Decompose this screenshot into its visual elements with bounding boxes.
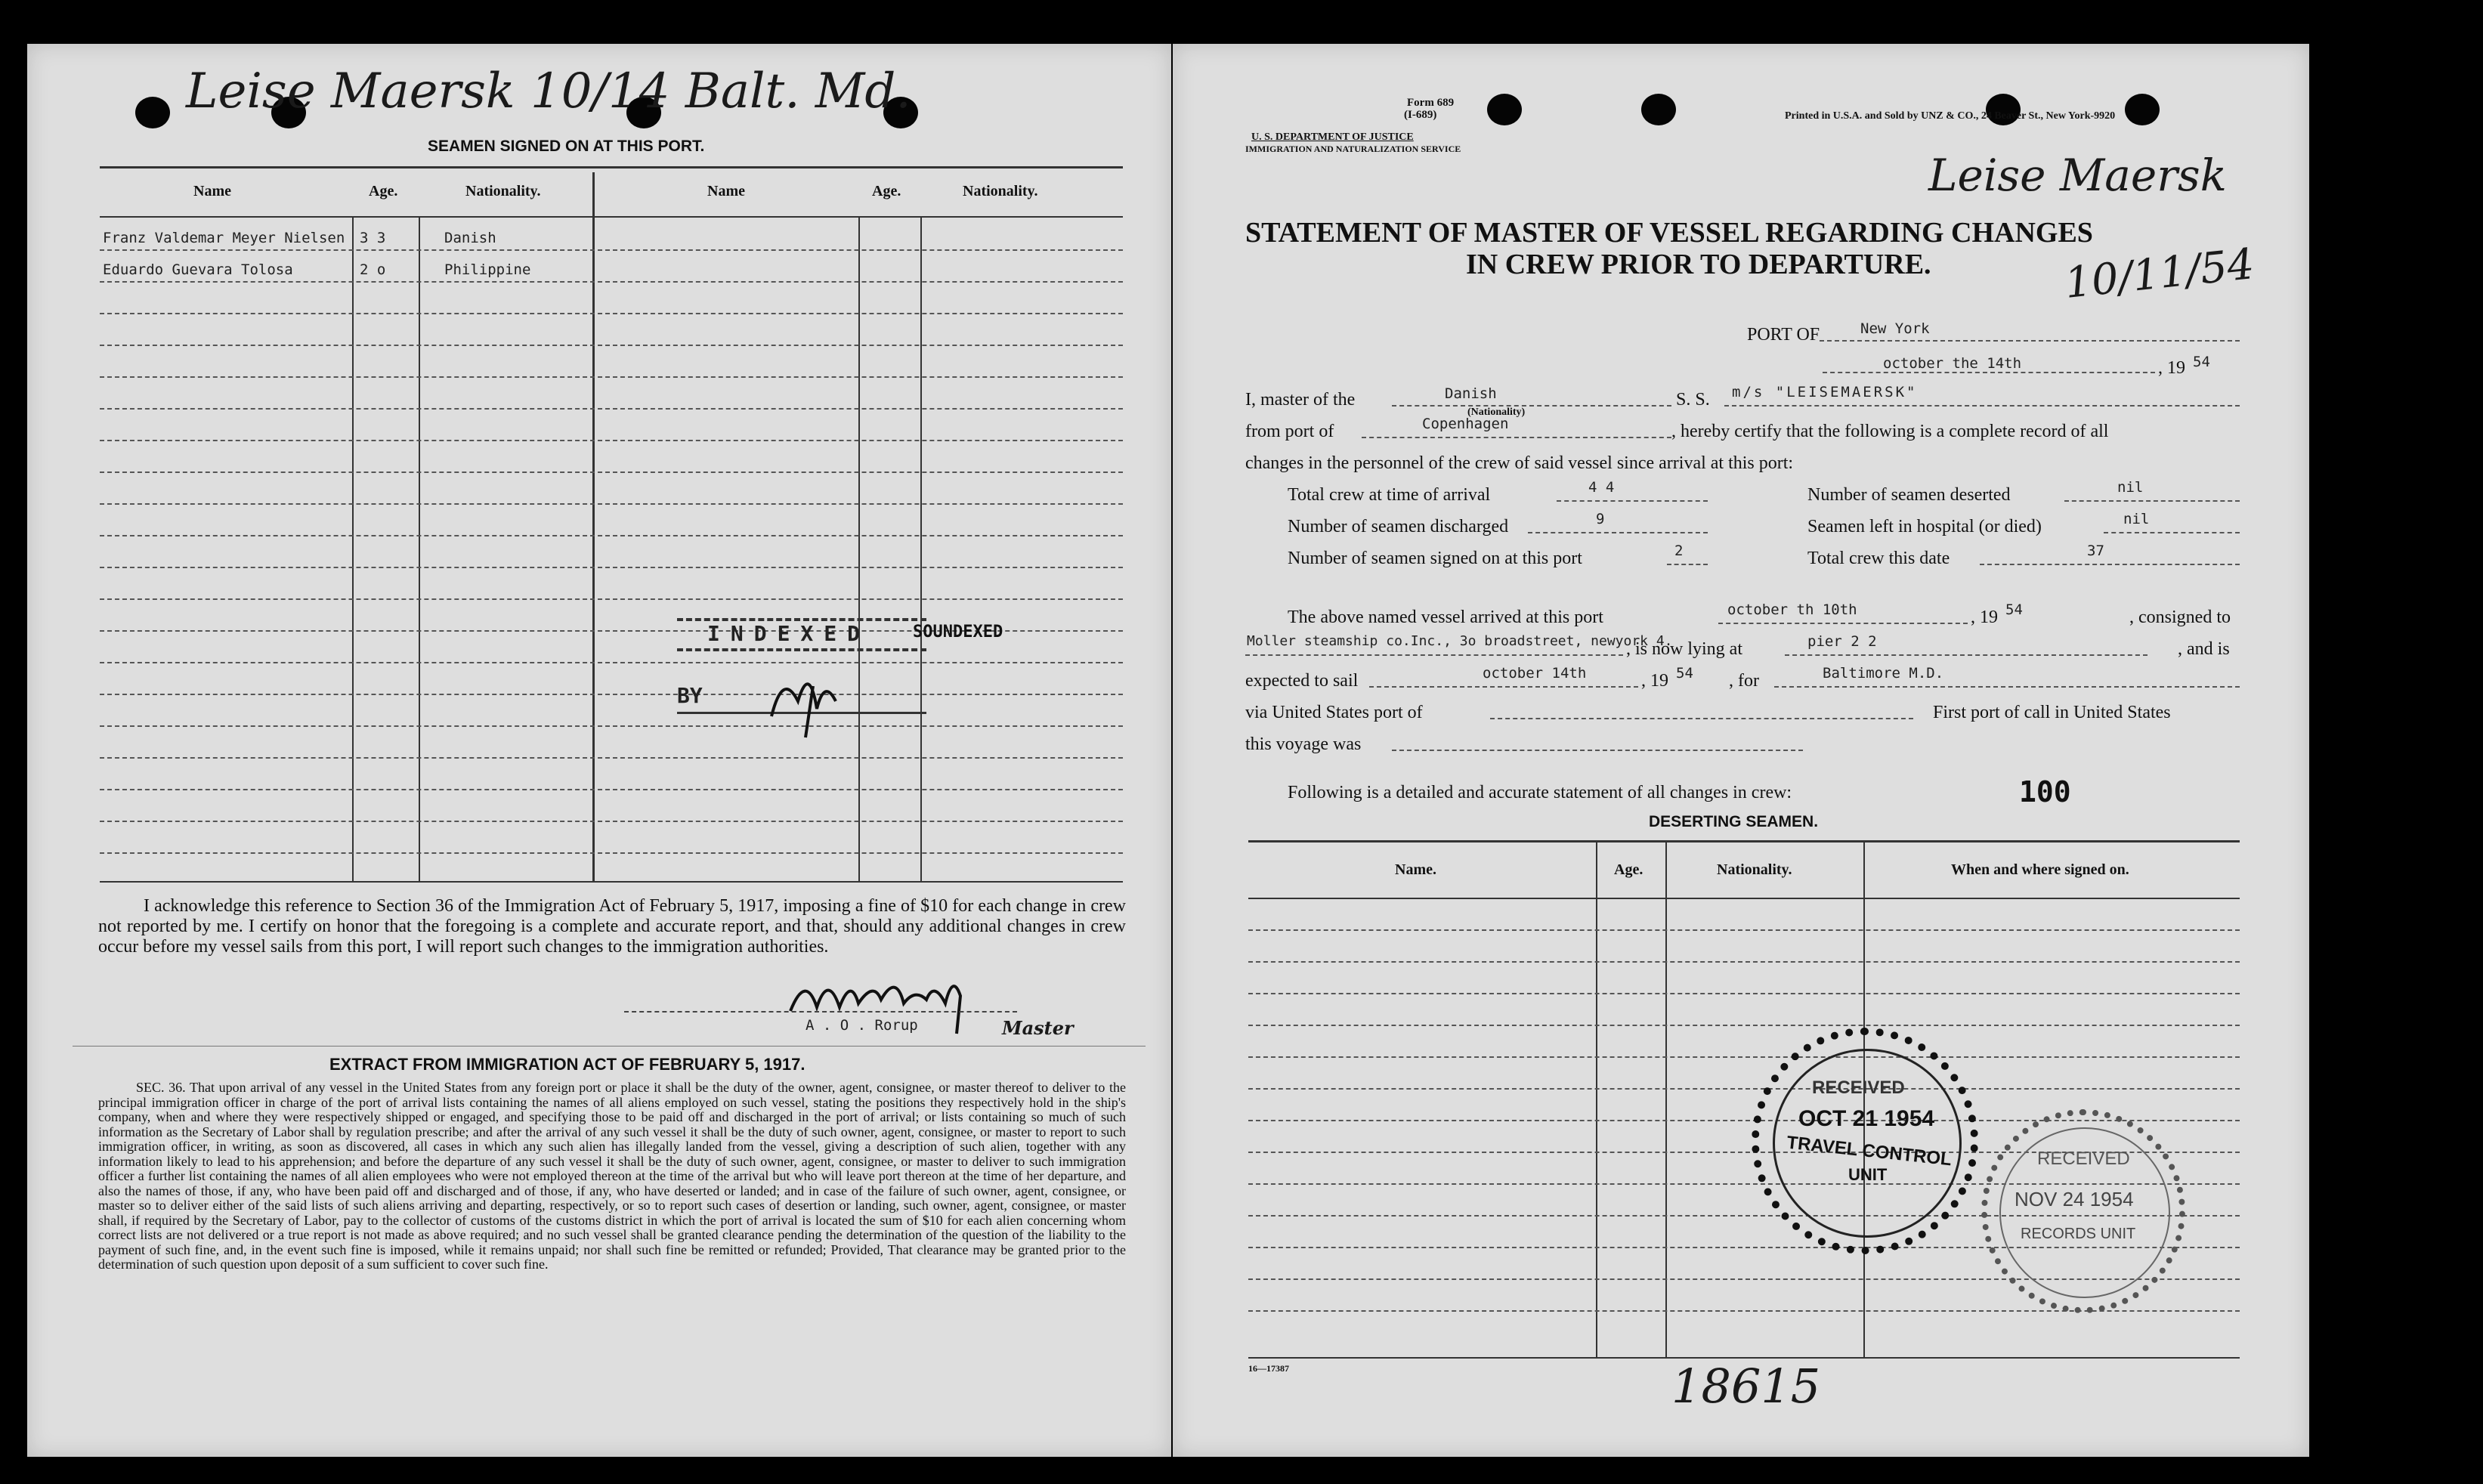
nationality-line	[1392, 405, 1671, 407]
row-rule	[100, 408, 1123, 410]
arrived-year-prefix: , 19	[1971, 608, 1998, 627]
ss-label: S. S.	[1676, 390, 1710, 410]
hospital-label: Seamen left in hospital (or died)	[1807, 517, 2042, 536]
ss-value: m/s "LEISEMAERSK"	[1732, 384, 1918, 400]
right-page	[1173, 44, 2309, 1457]
port-of-line	[1820, 340, 2240, 342]
extract-title: EXTRACT FROM IMMIGRATION ACT OF FEBRUARY 5, 1917.	[329, 1055, 806, 1074]
des-row-rule	[1248, 1025, 2240, 1026]
row-rule	[100, 757, 1123, 759]
header-name: Name	[707, 183, 745, 199]
row-rule	[100, 535, 1123, 536]
total-arrival-line	[1557, 500, 1708, 502]
deserted-label: Number of seamen deserted	[1807, 485, 2011, 505]
stamp1-date: OCT 21 1954	[1798, 1106, 1935, 1131]
arrived-line	[1718, 623, 1968, 624]
row-rule	[100, 281, 1123, 283]
seaman-nationality: Philippine	[444, 261, 531, 278]
row-rule	[100, 852, 1123, 854]
des-header-age: Age.	[1614, 861, 1643, 878]
header-age: Age.	[369, 183, 398, 199]
lying-line	[1785, 654, 2148, 656]
nationality-value: Danish	[1445, 385, 1497, 402]
des-table-top	[1248, 840, 2240, 842]
voyage-line	[1392, 750, 1803, 751]
form-number: Form 689	[1407, 97, 1455, 109]
signature-typed: A . O . Rorup	[806, 1017, 918, 1034]
header-nationality: Nationality.	[963, 183, 1038, 199]
header-nationality: Nationality.	[465, 183, 541, 199]
hospital-value: nil	[2123, 511, 2150, 527]
row-rule	[100, 503, 1123, 505]
year-prefix: , 19	[2158, 358, 2185, 378]
total-date-line	[1980, 564, 2240, 565]
date-line	[1823, 372, 2155, 373]
row-rule	[100, 376, 1123, 378]
via-line	[1490, 718, 1913, 719]
stamp1-received: RECEIVED	[1812, 1077, 1905, 1098]
following-text: Following is a detailed and accurate statement of all changes in crew:	[1288, 783, 1792, 802]
column-divider	[352, 218, 354, 881]
row-rule	[100, 471, 1123, 473]
received-stamp-records-unit	[1981, 1109, 2185, 1313]
first-port-label: First port of call in United States	[1933, 703, 2171, 722]
row-rule	[100, 598, 1123, 600]
row-rule	[100, 821, 1123, 822]
punch-hole	[2125, 94, 2160, 125]
dept-line1: U. S. DEPARTMENT OF JUSTICE	[1251, 131, 1414, 143]
lying-value: pier 2 2	[1807, 633, 1877, 650]
seaman-name: Franz Valdemar Meyer Nielsen	[103, 230, 345, 246]
indexed-label: INDEXED	[707, 621, 871, 646]
indexed-stamp	[677, 618, 942, 731]
deserted-line	[2064, 500, 2240, 502]
port-of-value: New York	[1860, 320, 1930, 337]
file-number: 18615	[1671, 1359, 1821, 1414]
by-label: BY	[677, 683, 703, 708]
table-title: SEAMEN SIGNED ON AT THIS PORT.	[428, 138, 705, 155]
row-rule	[100, 725, 1123, 727]
from-port-value: Copenhagen	[1422, 416, 1509, 432]
lying-label: , is now lying at	[1626, 639, 1742, 659]
table-header-rule	[100, 216, 1123, 218]
seaman-nationality: Danish	[444, 230, 496, 246]
deserting-title: DESERTING SEAMEN.	[1649, 813, 1819, 830]
des-header-nationality: Nationality.	[1717, 861, 1792, 878]
row-rule	[100, 789, 1123, 790]
master-of-label: I, master of the	[1245, 390, 1356, 410]
arrived-year: 54	[2005, 601, 2023, 618]
row-rule	[100, 249, 1123, 251]
received-stamp-travel-control	[1752, 1028, 1978, 1254]
hospital-line	[2104, 532, 2240, 533]
discharged-value: 9	[1596, 511, 1605, 527]
des-header-when-where: When and where signed on.	[1951, 861, 2129, 878]
stamp1-unit-line1: TRAVEL CONTROL	[1786, 1132, 1953, 1170]
signed-on-line	[1667, 564, 1708, 565]
des-row-rule	[1248, 961, 2240, 963]
handwritten-ship: Leise Maersk	[1928, 150, 2227, 201]
form-title-line1: STATEMENT OF MASTER OF VESSEL REGARDING CHANGES	[1245, 217, 2093, 249]
extract-text: SEC. 36. That upon arrival of any vessel in the United States from any foreign port or place it shall be the duty of the owner, agent, consignee, or master thereof to deliver to the principal immigration officer in charge of the port of arrival lists containing the names of all aliens employed on such vessel, stating the positions they respectively hold in the ship's company, when and where they were respectively shipped or engaged, and specifying those to be paid off and discharged in the port of arrival; or lists containing so much of such information as the Secretary of Labor shall by regulation prescribe; and after the arrival of any such vessel it shall be the duty of such owner, agent, consignee, or master to report to such immigration officer, in writing, as soon as discovered, all cases in which any such alien has illegally landed from the vessel, giving a description of such alien, together with any information likely to lead to his apprehension; and before the departure of any such vessel it shall be the duty of such owner, agent, consignee, or master to deliver to such immigration officer a further list containing the names of all alien employees who were not employed thereon at the time of the arrival but who will leave port thereon at the time of her departure, and also the names of those, if any, who have been paid off and discharged and of those, if any, who have deserted or landed; and in case of the failure of such owner, agent, consignee, or master so to deliver either of the said lists of such aliens arriving and departing, respectively, or so to report such cases of desertion or landing, such owner, agent, consignee, or master shall, if required by the Secretary of Labor, pay to the collector of customs of the customs district in which the port of arrival is located the sum of $10 for each alien concerning whom correct lists are not delivered or a true report is not made as above required; and no such vessel shall be granted clearance pending the determination of the question of the liability to the payment of such fine, and, in the event such fine is imposed, while it remains unpaid; nor shall such fine be remitted or refunded; Provided, That clearance may be granted prior to the determination of such question upon deposit of a sum sufficient to cover such fine.	[98, 1080, 1126, 1272]
expected-value: october 14th	[1483, 665, 1587, 682]
des-header-name: Name.	[1395, 861, 1436, 878]
des-row-rule	[1248, 929, 2240, 931]
via-label: via United States port of	[1245, 703, 1423, 722]
changes-text: changes in the personnel of the crew of said vessel since arrival at this port:	[1245, 453, 1794, 473]
seaman-name: Eduardo Guevara Tolosa	[103, 261, 293, 278]
year-value: 54	[2193, 354, 2210, 370]
acknowledgement-text: I acknowledge this reference to Section 36 of the Immigration Act of February 5, 1917, imposing a fine of $10 for each change in crew not reported by me. I certify on honor that the foregoing is a complete and accurate report, and that, should any additional changes in crew occur before my vessel sails from this port, I will report such changes to the immigration authorities.	[98, 896, 1126, 957]
voyage-label: this voyage was	[1245, 734, 1362, 754]
from-port-line	[1362, 437, 1671, 438]
table-bottom-rule	[100, 881, 1123, 883]
discharged-label: Number of seamen discharged	[1288, 517, 1509, 536]
discharged-line	[1528, 532, 1708, 533]
expected-label: expected to sail	[1245, 671, 1359, 691]
total-arrival-label: Total crew at time of arrival	[1288, 485, 1491, 505]
total-date-label: Total crew this date	[1807, 549, 1950, 568]
expected-year: 54	[1676, 665, 1693, 682]
printer-note: Printed in U.S.A. and Sold by UNZ & CO., 24 Beaver St., New York-9920	[1785, 110, 2116, 122]
row-rule	[100, 567, 1123, 568]
column-divider	[592, 172, 595, 881]
arrived-value: october th 10th	[1727, 601, 1857, 618]
nationality-caption: (Nationality)	[1467, 407, 1526, 418]
table-top-rule	[100, 166, 1123, 168]
ss-line	[1724, 405, 2240, 407]
form-sub-number: (I-689)	[1404, 109, 1437, 121]
consigned-label: , consigned to	[2129, 608, 2231, 627]
total-arrival-value: 4 4	[1588, 479, 1615, 496]
punch-hole	[1641, 94, 1676, 125]
stamp2-date: NOV 24 1954	[2015, 1188, 2134, 1210]
des-row-rule	[1248, 1056, 2240, 1058]
seaman-age: 3 3	[360, 230, 386, 246]
punch-hole	[135, 97, 170, 128]
footer-code: 16—17387	[1248, 1363, 1289, 1374]
expected-year-prefix: , 19	[1641, 671, 1668, 691]
expected-line	[1369, 686, 1638, 688]
form-title-line2: IN CREW PRIOR TO DEPARTURE.	[1466, 249, 1931, 280]
column-divider	[920, 218, 922, 881]
date-value: october the 14th	[1883, 355, 2022, 372]
certify-text: , hereby certify that the following is a complete record of all	[1671, 422, 2109, 441]
punch-hole	[1487, 94, 1522, 125]
row-rule	[100, 440, 1123, 441]
row-rule	[100, 694, 1123, 695]
for-value: Baltimore M.D.	[1823, 665, 1944, 682]
stamp2-received: RECEIVED	[2037, 1149, 2130, 1169]
des-row-rule	[1248, 1088, 2240, 1090]
row-rule	[100, 313, 1123, 314]
signature-line	[624, 1011, 1017, 1013]
column-divider	[858, 218, 860, 881]
soundexed-stamp: SOUNDEXED	[913, 623, 1003, 642]
from-port-label: from port of	[1245, 422, 1334, 441]
column-divider	[419, 218, 420, 881]
header-age: Age.	[872, 183, 901, 199]
signed-on-value: 2	[1674, 543, 1684, 559]
des-header-rule	[1248, 898, 2240, 899]
handwritten-date: 10/11/54	[2062, 240, 2257, 308]
consignee-line	[1245, 654, 1623, 656]
signed-on-label: Number of seamen signed on at this port	[1288, 549, 1582, 568]
consignee-value: Moller steamship co.Inc., 3o broadstreet, newyork 4.	[1247, 633, 1673, 649]
stamp-number: 100	[2019, 775, 2071, 808]
des-row-rule	[1248, 993, 2240, 994]
port-of-label: PORT OF	[1747, 325, 1820, 345]
row-rule	[100, 662, 1123, 663]
initial-mark	[768, 656, 843, 739]
for-label: , for	[1729, 671, 1759, 691]
dept-line2: IMMIGRATION AND NATURALIZATION SERVICE	[1245, 144, 1461, 154]
header-name: Name	[193, 183, 231, 199]
stamp1-unit-line2: UNIT	[1848, 1165, 1888, 1184]
deserted-value: nil	[2117, 479, 2144, 496]
left-page	[27, 44, 1171, 1457]
arrived-label: The above named vessel arrived at this port	[1288, 608, 1603, 627]
seaman-age: 2 o	[360, 261, 386, 278]
for-line	[1774, 686, 2240, 688]
master-label: Master	[1002, 1017, 1074, 1039]
handwritten-header: Leise Maersk 10/14 Balt. Md.	[186, 63, 911, 119]
row-rule	[100, 345, 1123, 346]
total-date-value: 37	[2087, 543, 2104, 559]
and-is-label: , and is	[2178, 639, 2230, 659]
section-divider	[73, 1046, 1146, 1047]
stamp2-unit: RECORDS UNIT	[2021, 1226, 2136, 1242]
